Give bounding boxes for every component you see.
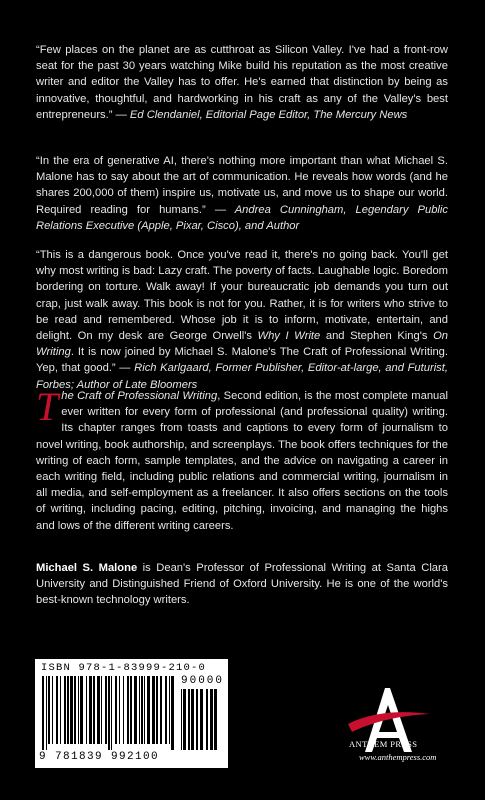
barcode-bar — [123, 676, 124, 744]
quote-text: “In the era of generative AI, there's nothing more important than what Michael S. Malone has to say about the art of communication. He reveals how words (and he shares 200,000 of them) inspire us, motivate us, and move us to shape our world. Required reading for humans.” — [36, 155, 448, 216]
barcode-bar — [196, 689, 198, 750]
barcode-bar — [165, 676, 167, 744]
barcode-bar — [214, 689, 217, 750]
barcode-bar — [89, 676, 92, 744]
barcode-bar — [141, 676, 143, 744]
author-bio — [36, 560, 448, 609]
barcode-bar — [74, 676, 76, 744]
book-title: he Craft of Professional Writing — [61, 390, 218, 402]
barcode-bar — [86, 676, 87, 744]
author-name: Michael S. Malone — [36, 562, 138, 574]
anthem-press-logo — [346, 662, 432, 782]
barcode-bar — [200, 689, 203, 750]
book-title-on-writing: On Writing — [36, 330, 448, 359]
barcode-bar — [134, 676, 137, 744]
barcode-bar — [80, 676, 83, 744]
barcode-bar — [93, 676, 95, 744]
barcode-bar — [60, 676, 61, 744]
bio-text: is Dean's Professor of Professional Writing at Santa Clara University and Distinguished Friend of Oxford University. He is one of the world's best-known technology writers. — [36, 562, 448, 607]
ean-number: 9 781839 992100 — [39, 751, 160, 763]
publisher-name: ANTHEM PRESS — [349, 739, 418, 749]
ean-barcode-bars — [42, 676, 177, 750]
barcode-bar — [111, 676, 112, 750]
quote-cunningham — [36, 153, 448, 234]
quote-attribution: — Ed Clendaniel, Editorial Page Editor, The Mercury News — [112, 108, 408, 121]
barcode-bar — [56, 676, 58, 744]
barcode-bar — [183, 689, 186, 750]
barcode-bar — [206, 689, 208, 750]
barcode-bar — [130, 676, 132, 744]
description-text: , Second edition, is the most complete manual ever written for every form of professional (and professional quality) writing. Its chapter ranges from toasts and captions to every form of journalism to novel writing, book authorship, and screenplays. The book offers techniques for the writing of each form, sample templates, and the advice on navigating a career in each writing field, including public relations and commercial writing, journalism in all media, and self-employment as a freelancer. It also offers sections on the tools of writing, including pacing, editing, pitching, invoicing, and managing the highs and lows of the different writing careers. — [36, 390, 448, 532]
barcode-bar — [48, 676, 50, 744]
quote-attribution: — Andrea Cunningham, Legendary Public Relations Executive (Apple, Pixar, Cisco), and Author — [36, 203, 448, 232]
barcode-bar — [181, 689, 182, 750]
barcode-bar — [156, 676, 158, 744]
addon-barcode-bars — [181, 689, 223, 750]
barcode-bar — [105, 676, 107, 744]
barcode-bar — [78, 676, 79, 744]
quote-attribution: — Rich Karlgaard, Former Publisher, Editor-at-large, and Futurist, Forbes; Author of Late Bloomers — [36, 362, 448, 391]
barcode-bar — [119, 676, 120, 744]
quote-karlgaard — [36, 247, 448, 393]
barcode-bar — [210, 689, 213, 750]
publisher-url[interactable]: www.anthempress.com — [359, 752, 437, 762]
barcode-bar — [42, 676, 44, 750]
barcode-bar — [188, 689, 190, 750]
isbn-label: ISBN 978-1-83999-210-0 — [41, 662, 207, 674]
barcode-bar — [70, 676, 73, 744]
quote-text-c: . It is now joined by Michael S. Malone's The Craft of Professional Writing. Yep, that good.” — [36, 346, 448, 375]
quote-text-b: and Stephen King's — [320, 330, 434, 343]
barcode-bar — [191, 689, 194, 750]
barcode-bar — [52, 676, 53, 744]
price-addon-number: 90000 — [181, 675, 225, 687]
drop-cap: T — [36, 384, 59, 429]
barcode-bar — [171, 676, 174, 750]
barcode — [35, 659, 228, 768]
barcode-bar — [144, 676, 145, 744]
barcode-bar — [139, 676, 140, 744]
barcode-bar — [169, 676, 170, 744]
quote-clendaniel — [36, 42, 448, 123]
barcode-bar — [97, 676, 100, 744]
barcode-bar — [152, 676, 155, 744]
barcode-bar — [108, 676, 110, 750]
barcode-bar — [67, 676, 69, 744]
barcode-bar — [147, 676, 150, 744]
barcode-bar — [115, 676, 117, 744]
quote-text-a: “This is a dangerous book. Once you've read it, there's no going back. You'll get why most writing is bad: Lazy craft. The poverty of facts. Laughable logic. Boredom bordering on torture. Walk away! If your bureaucratic job demands you turn out crap, just walk away. This book is not for you. Rather, it is for writers who strive to be read and remembered. Whose job it is to inform, motivate, entertain, and delight. On my desk are George Orwell's — [36, 249, 448, 343]
barcode-bar — [46, 676, 47, 750]
quote-text: “Few places on the planet are as cutthroat as Silicon Valley. I've had a front-row seat for the past 30 years watching Mike build his reputation as the most creative writer and editor the Valley has to offer. He's earned that distinction by being as innovative, thoughtful, and hardworking in his craft as any of the Valley's best entrepreneurs.” — [36, 44, 448, 121]
barcode-bar — [160, 676, 162, 744]
book-title-why-i-write: Why I Write — [257, 330, 321, 343]
book-description — [36, 384, 448, 534]
barcode-bar — [64, 676, 66, 744]
barcode-bar — [127, 676, 129, 744]
barcode-bar — [101, 676, 102, 744]
